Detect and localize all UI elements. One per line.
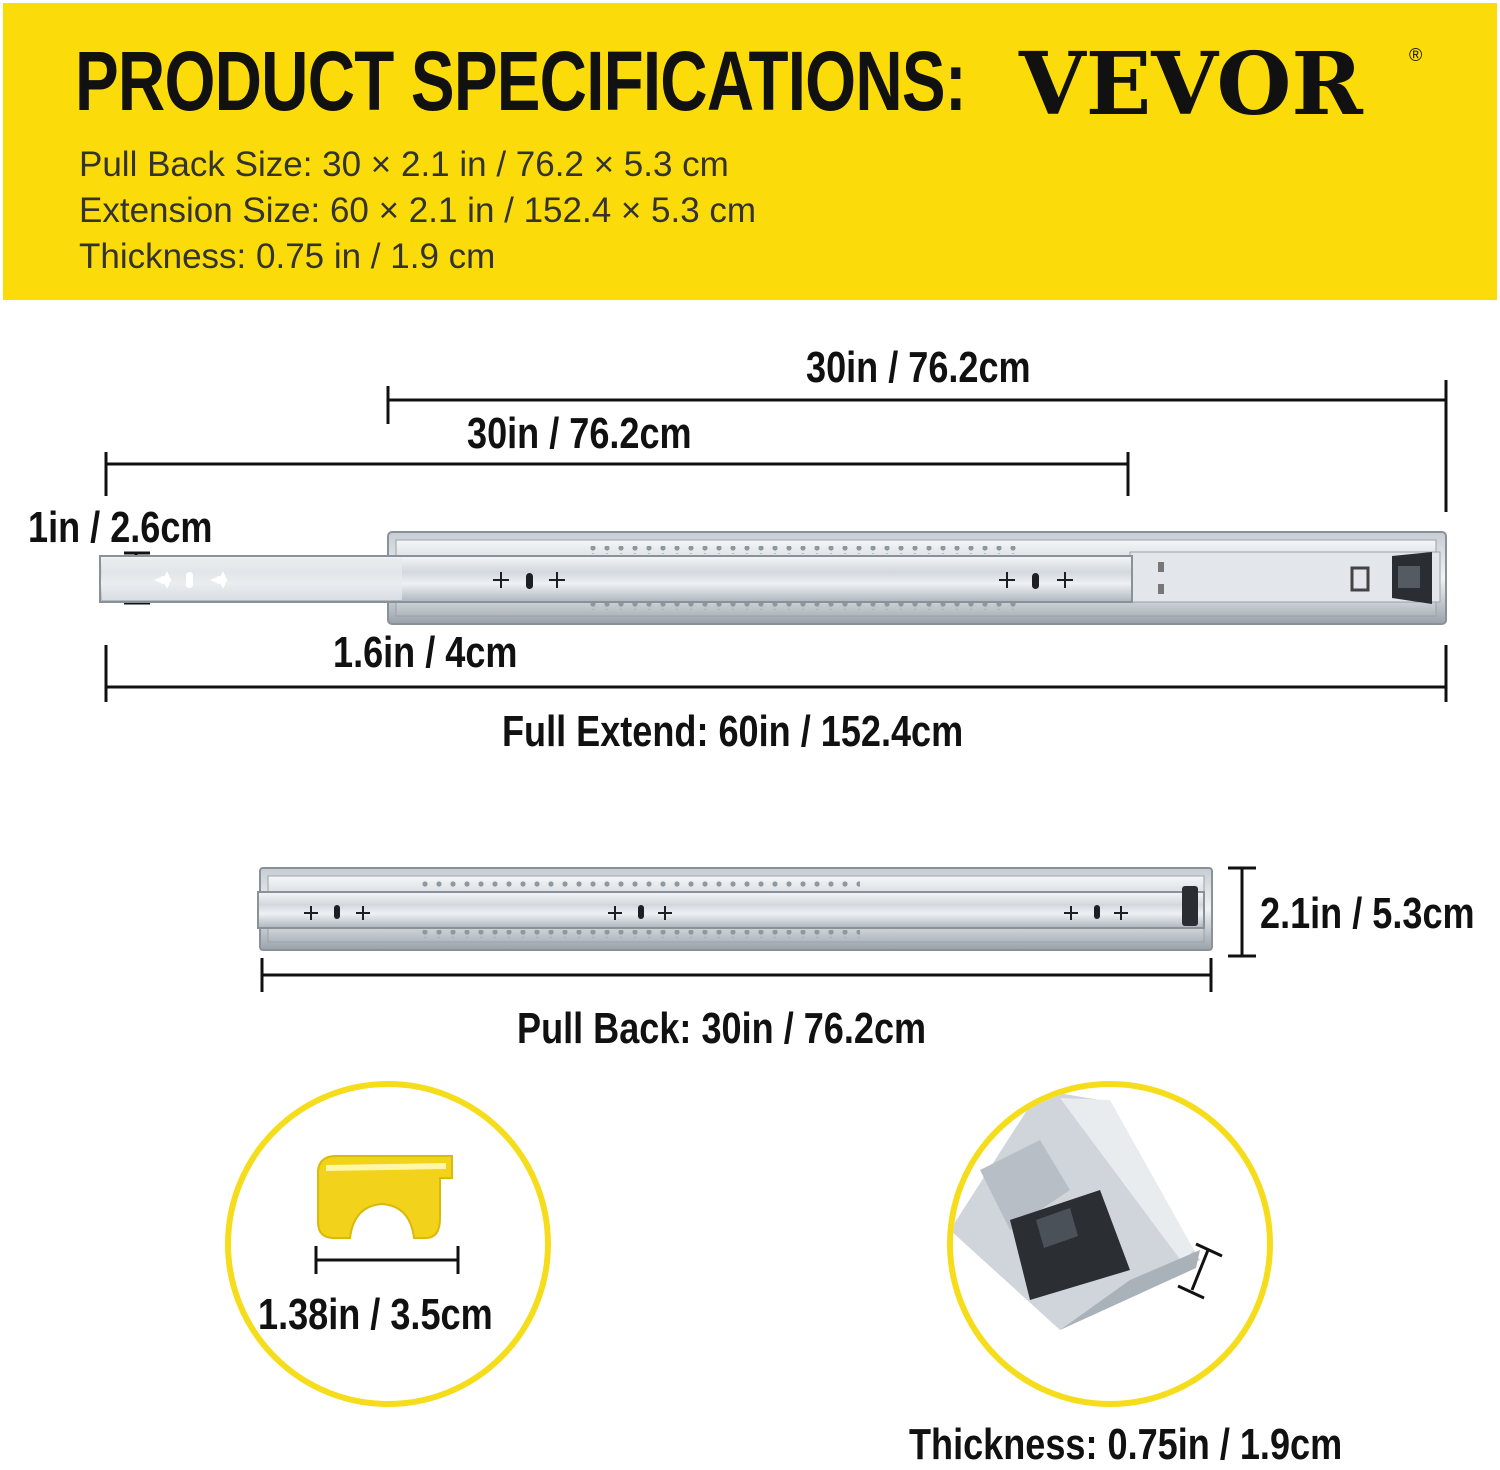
outer-length-label: 30in / 76.2cm	[806, 343, 1031, 392]
thickness-detail-circle	[950, 1084, 1270, 1404]
thickness-label: Thickness: 0.75in / 1.9cm	[909, 1420, 1343, 1469]
spec-extension-size: Extension Size: 60 × 2.1 in / 152.4 × 5.3 cm	[79, 191, 757, 230]
closed-drawer-slide	[258, 868, 1212, 950]
page-title: PRODUCT SPECIFICATIONS:	[75, 34, 966, 128]
extended-drawer-slide	[100, 532, 1446, 624]
bumper-width-label: 1.38in / 3.5cm	[258, 1290, 493, 1339]
spec-pull-back-size: Pull Back Size: 30 × 2.1 in / 76.2 × 5.3 cm	[79, 145, 729, 184]
full-extend-label: Full Extend: 60in / 152.4cm	[502, 707, 964, 756]
brand-logo: VEVOR	[1019, 34, 1363, 135]
pullback-height-dimension	[1228, 868, 1256, 956]
inner-length-label: 30in / 76.2cm	[467, 409, 692, 458]
pullback-height-label: 2.1in / 5.3cm	[1260, 889, 1475, 938]
brand-registered-mark: ®	[1409, 45, 1423, 65]
tip-height-label: 1in / 2.6cm	[28, 503, 213, 552]
bumper-detail-circle	[228, 1084, 548, 1404]
rail-height-label: 1.6in / 4cm	[333, 628, 518, 677]
pullback-length-dimension	[262, 958, 1211, 992]
full-extend-dimension	[106, 645, 1446, 702]
spec-thickness: Thickness: 0.75 in / 1.9 cm	[79, 237, 496, 276]
pullback-length-label: Pull Back: 30in / 76.2cm	[517, 1004, 927, 1053]
